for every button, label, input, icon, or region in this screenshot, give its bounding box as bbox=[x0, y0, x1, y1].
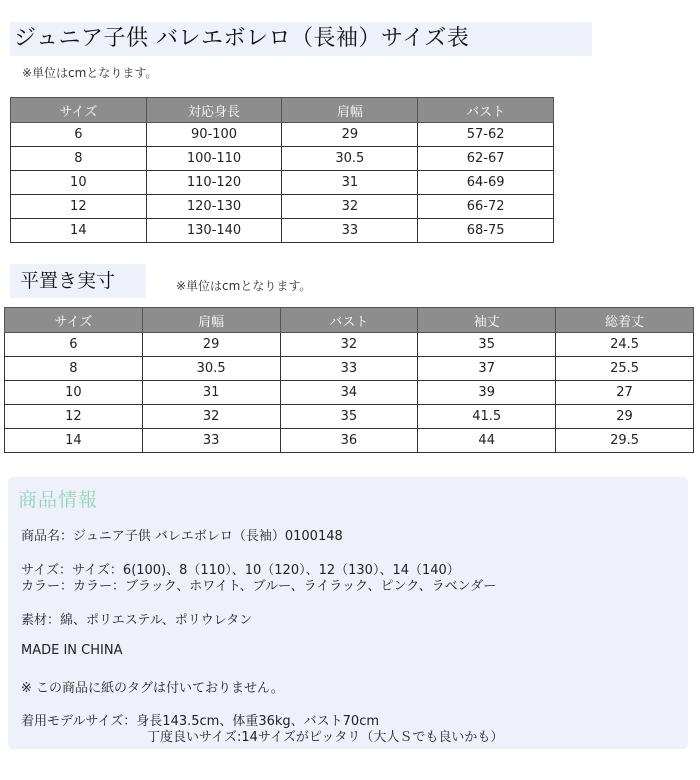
table-cell: 57-62 bbox=[418, 123, 554, 147]
table-cell: 90-100 bbox=[146, 123, 282, 147]
table-cell: 64-69 bbox=[418, 171, 554, 195]
table-cell: 33 bbox=[142, 429, 280, 453]
table-cell: 33 bbox=[280, 357, 418, 381]
product-info-title: 商品情報 bbox=[18, 489, 99, 511]
flat-measurement-title: 平置き実寸 bbox=[10, 264, 146, 298]
table-cell: 120-130 bbox=[146, 195, 282, 219]
table-cell: 30.5 bbox=[282, 147, 418, 171]
table-cell: 12 bbox=[11, 195, 147, 219]
size-chart-table bbox=[10, 97, 554, 243]
size-chart-title: ジュニア子供 バレエボレロ（長袖）サイズ表 bbox=[10, 22, 592, 56]
table-cell: 12 bbox=[5, 405, 143, 429]
table-cell: 33 bbox=[282, 219, 418, 243]
table-row bbox=[11, 123, 554, 147]
table-cell: 24.5 bbox=[556, 333, 694, 357]
table-cell: 30.5 bbox=[142, 357, 280, 381]
table-cell: 62-67 bbox=[418, 147, 554, 171]
table-cell: 32 bbox=[280, 333, 418, 357]
table-cell: 32 bbox=[142, 405, 280, 429]
product-name: 商品名：ジュニア子供 バレエボレロ（長袖）0100148 bbox=[21, 529, 343, 544]
product-sizes: サイズ：サイズ：6(100)、8（110）、10（120）、12（130）、14（140） bbox=[21, 563, 460, 578]
table-row bbox=[11, 195, 554, 219]
table-cell: 35 bbox=[280, 405, 418, 429]
column-header: 袖丈 bbox=[418, 308, 556, 333]
unit-note: ※単位はcmとなります。 bbox=[22, 66, 158, 80]
table-cell: 31 bbox=[282, 171, 418, 195]
table-cell: 10 bbox=[5, 381, 143, 405]
table-row bbox=[5, 405, 694, 429]
column-header: 総着丈 bbox=[556, 308, 694, 333]
column-header: サイズ bbox=[5, 308, 143, 333]
table-cell: 6 bbox=[11, 123, 147, 147]
table-cell: 10 bbox=[11, 171, 147, 195]
table-row bbox=[5, 333, 694, 357]
table-cell: 32 bbox=[282, 195, 418, 219]
table-cell: 14 bbox=[11, 219, 147, 243]
table-cell: 25.5 bbox=[556, 357, 694, 381]
model-size: 着用モデルサイズ：身長143.5cm、体重36kg、バスト70cm bbox=[21, 714, 380, 729]
table-cell: 34 bbox=[280, 381, 418, 405]
table-header-row bbox=[11, 98, 554, 123]
model-fit: 丁度良いサイズ:14サイズがピッタリ（大人Ｓでも良いかも） bbox=[147, 730, 504, 745]
table-cell: 31 bbox=[142, 381, 280, 405]
table-row bbox=[11, 219, 554, 243]
column-header: 肩幅 bbox=[142, 308, 280, 333]
column-header: 肩幅 bbox=[282, 98, 418, 123]
table-cell: 29.5 bbox=[556, 429, 694, 453]
table-cell: 36 bbox=[280, 429, 418, 453]
column-header: 対応身長 bbox=[146, 98, 282, 123]
table-cell: 39 bbox=[418, 381, 556, 405]
column-header: バスト bbox=[280, 308, 418, 333]
table-row bbox=[5, 357, 694, 381]
table-cell: 29 bbox=[282, 123, 418, 147]
table-row bbox=[11, 147, 554, 171]
table-cell: 29 bbox=[556, 405, 694, 429]
tag-note: ※ この商品に紙のタグは付いておりません。 bbox=[21, 681, 284, 696]
table-cell: 8 bbox=[11, 147, 147, 171]
unit-note: ※単位はcmとなります。 bbox=[176, 279, 312, 293]
table-cell: 14 bbox=[5, 429, 143, 453]
table-cell: 29 bbox=[142, 333, 280, 357]
table-cell: 66-72 bbox=[418, 195, 554, 219]
table-row bbox=[11, 171, 554, 195]
product-colors: カラー：カラー：ブラック、ホワイト、ブルー、ライラック、ピンク、ラベンダー bbox=[21, 579, 497, 594]
column-header: サイズ bbox=[11, 98, 147, 123]
table-cell: 41.5 bbox=[418, 405, 556, 429]
table-row bbox=[5, 381, 694, 405]
product-info-panel bbox=[8, 477, 688, 749]
table-cell: 35 bbox=[418, 333, 556, 357]
table-cell: 44 bbox=[418, 429, 556, 453]
product-origin: MADE IN CHINA bbox=[21, 643, 123, 658]
table-cell: 8 bbox=[5, 357, 143, 381]
table-cell: 110-120 bbox=[146, 171, 282, 195]
table-row bbox=[5, 429, 694, 453]
table-cell: 68-75 bbox=[418, 219, 554, 243]
table-cell: 100-110 bbox=[146, 147, 282, 171]
table-cell: 6 bbox=[5, 333, 143, 357]
table-cell: 130-140 bbox=[146, 219, 282, 243]
column-header: バスト bbox=[418, 98, 554, 123]
table-cell: 37 bbox=[418, 357, 556, 381]
flat-measurement-table bbox=[4, 307, 694, 453]
product-material: 素材：綿、ポリエステル、ポリウレタン bbox=[21, 613, 253, 628]
table-header-row bbox=[5, 308, 694, 333]
table-cell: 27 bbox=[556, 381, 694, 405]
